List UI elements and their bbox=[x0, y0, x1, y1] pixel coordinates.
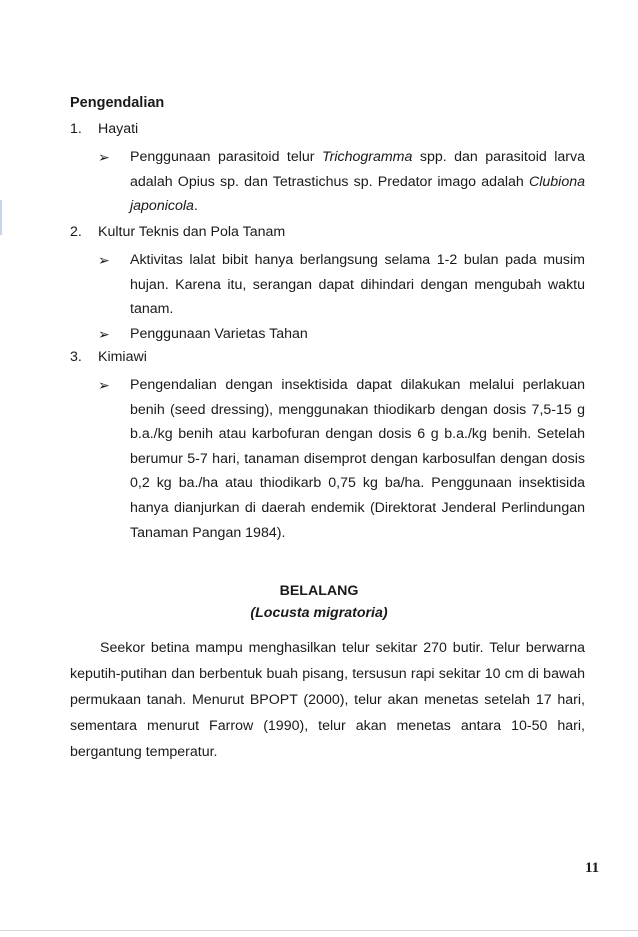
bottom-edge-line bbox=[0, 930, 638, 931]
page-number: 11 bbox=[585, 860, 600, 876]
bullet-arrow-icon: ➢ bbox=[98, 326, 110, 342]
section-title: BELALANG bbox=[279, 583, 359, 599]
bullet-text-kimiawi: Pengendalian dengan insektisida dapat dilakukan melalui perlakuan benih (seed dressing), menggunakan thiodikarb dengan dosis 7,5-15 g b.a./kg benih atau karbofuran dengan dosis 6 g b.a./kg benih. Setelah berumur 5-7 hari, tanaman disemprot dengan karbosulfan dengan dosis 0,2 kg ba./ha atau thiodikarb 0,75 kg ba/ha. Penggunaan insektisida hanya dianjurkan di daerah endemik (Direktorat Jenderal Perlindungan Tanaman Pangan 1984). bbox=[130, 377, 585, 541]
list-number-3: 3. bbox=[70, 349, 82, 365]
bullet-text-varietas: Penggunaan Varietas Tahan bbox=[130, 326, 308, 342]
bullet-arrow-icon: ➢ bbox=[98, 252, 110, 268]
bullet-arrow-icon: ➢ bbox=[98, 377, 110, 393]
scan-edge-mark bbox=[0, 200, 2, 235]
body-paragraph: Seekor betina mampu menghasilkan telur sekitar 270 butir. Telur berwarna keputih-putihan dan berbentuk buah pisang, tersusun rapi sekitar 10 cm di bawah permukaan tanah. Menurut BPOPT (2000), telur akan menetas setelah 17 hari, sementara menurut Farrow (1990), telur akan menetas antara 10-50 hari, bergantung temperatur. bbox=[70, 640, 585, 760]
list-title-kimiawi: Kimiawi bbox=[98, 349, 147, 365]
section-subtitle: (Locusta migratoria) bbox=[250, 605, 388, 621]
list-title-hayati: Hayati bbox=[98, 121, 139, 137]
list-number-1: 1. bbox=[70, 121, 82, 137]
bullet-text-aktivitas: Aktivitas lalat bibit hanya berlangsung selama 1-2 bulan pada musim hujan. Karena itu, serangan dapat dihindari dengan mengubah waktu tanam. bbox=[130, 252, 585, 318]
bullet-text-hayati: Penggunaan parasitoid telur Trichogramma spp. dan parasitoid larva adalah Opius sp. dan Tetrastichus sp. Predator imago adalah Clubiona japonicola. bbox=[130, 149, 585, 215]
section-heading: Pengendalian bbox=[70, 95, 165, 111]
list-title-kultur: Kultur Teknis dan Pola Tanam bbox=[98, 224, 286, 240]
list-number-2: 2. bbox=[70, 224, 82, 240]
bullet-arrow-icon: ➢ bbox=[98, 149, 110, 165]
